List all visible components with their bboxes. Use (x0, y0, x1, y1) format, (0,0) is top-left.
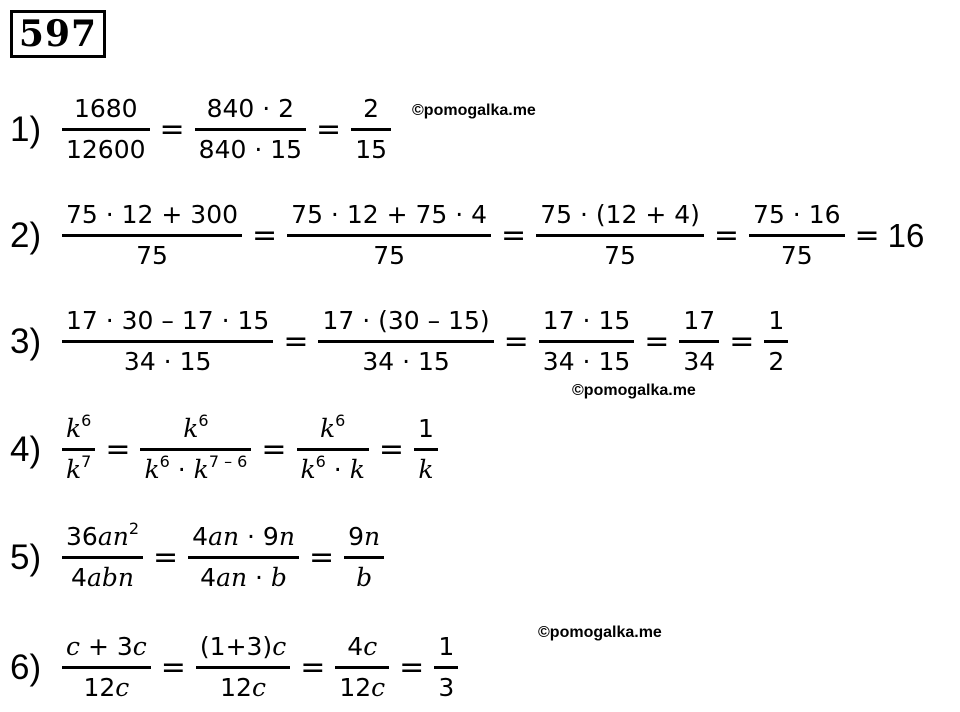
problem-2 (10, 200, 924, 271)
equals-sign: = (503, 324, 529, 359)
equals-sign: = (644, 324, 670, 359)
numerator: 1 (417, 414, 434, 443)
fraction (62, 94, 150, 165)
numerator: 75 · 16 (753, 200, 841, 229)
numerator: 2 (363, 94, 380, 123)
problem-6 (10, 632, 462, 703)
numerator: 1680 (73, 94, 138, 123)
problem-label: 3) (10, 321, 42, 361)
fraction (679, 306, 719, 377)
fraction (195, 94, 306, 165)
numerator: $k^6$ (66, 411, 92, 443)
fraction (539, 306, 634, 377)
denominator: 4an · b (200, 563, 287, 592)
fraction (62, 519, 143, 593)
numerator: $k^6$ (320, 411, 346, 443)
equals-sign: = (283, 324, 309, 359)
fraction (188, 522, 299, 593)
fraction (414, 414, 438, 485)
problem-label: 5) (10, 537, 42, 577)
fraction (62, 200, 242, 271)
numerator: 75 · 12 + 300 (66, 200, 239, 229)
fraction (749, 200, 844, 271)
fraction (318, 306, 493, 377)
denominator: 75 (373, 241, 406, 270)
equals-sign: = (153, 540, 179, 575)
fraction (62, 306, 273, 377)
equals-sign: = (105, 432, 131, 467)
denominator: 4abn (71, 563, 134, 592)
denominator: b (356, 563, 373, 592)
equals-sign: = (378, 432, 404, 467)
numerator: 4an · 9n (192, 522, 295, 551)
numerator: $k^6$ (183, 411, 209, 443)
fraction (335, 632, 389, 703)
problem-4 (10, 411, 442, 485)
numerator: c + 3c (66, 632, 147, 661)
numerator: 1 (768, 306, 785, 335)
numerator: 17 · 30 – 17 · 15 (66, 306, 270, 335)
denominator: 12600 (66, 135, 146, 164)
watermark: ©pomogalka.me (538, 624, 662, 641)
equals-sign: = (300, 650, 326, 685)
equals-sign: = (316, 112, 342, 147)
watermark: ©pomogalka.me (412, 102, 536, 119)
equals-sign: = (399, 650, 425, 685)
problem-label: 4) (10, 429, 42, 469)
problem-label: 2) (10, 215, 42, 255)
fraction (434, 632, 458, 703)
fraction (536, 200, 704, 271)
fraction (287, 200, 491, 271)
denominator: $k^7$ (66, 452, 92, 484)
equals-sign: = (854, 218, 880, 253)
equals-sign: = (729, 324, 755, 359)
equals-sign: = (252, 218, 278, 253)
numerator: 17 · (30 – 15) (322, 306, 490, 335)
denominator: 840 · 15 (198, 135, 303, 164)
denominator: 15 (355, 135, 387, 164)
denominator: $k^6 \cdot k^{7 - 6}$ (144, 452, 248, 484)
denominator: $k^6 \cdot k$ (300, 452, 365, 484)
fraction (62, 411, 95, 485)
numerator: 17 (683, 306, 716, 335)
fraction (764, 306, 788, 377)
fraction (62, 632, 151, 703)
equals-sign: = (261, 432, 287, 467)
numerator: 75 · 12 + 75 · 4 (291, 200, 488, 229)
numerator: 840 · 2 (206, 94, 295, 123)
denominator: 34 · 15 (123, 347, 212, 376)
exercise-number: 597 (10, 10, 106, 58)
denominator: 34 · 15 (362, 347, 450, 376)
numerator: 4c (347, 632, 378, 661)
denominator: 2 (768, 347, 785, 376)
denominator: 34 (683, 347, 716, 376)
numerator: 75 · (12 + 4) (540, 200, 700, 229)
equals-sign: = (159, 112, 185, 147)
fraction (344, 522, 384, 593)
numerator: 17 · 15 (542, 306, 631, 335)
denominator: 75 (136, 241, 168, 270)
fraction (140, 411, 251, 485)
denominator: 12c (83, 673, 130, 702)
denominator: 34 · 15 (542, 347, 631, 376)
equals-sign: = (501, 218, 527, 253)
fraction (351, 94, 391, 165)
result: 16 (887, 216, 925, 254)
equals-sign: = (308, 540, 335, 575)
problem-3 (10, 306, 792, 377)
fraction (196, 632, 290, 703)
fraction (297, 411, 369, 485)
numerator: (1+3)c (199, 632, 287, 661)
problem-1 (10, 94, 395, 165)
numerator: 1 (438, 632, 455, 661)
denominator: k (418, 455, 434, 484)
denominator: 12c (339, 673, 386, 702)
problem-5 (10, 519, 388, 593)
denominator: 75 (604, 241, 636, 270)
numerator: 9n (348, 522, 381, 551)
numerator: $36an^2$ (66, 519, 140, 551)
problem-label: 6) (10, 647, 42, 687)
denominator: 12c (220, 673, 266, 702)
equals-sign: = (713, 218, 740, 253)
watermark: ©pomogalka.me (572, 382, 696, 399)
equals-sign: = (160, 650, 186, 685)
denominator: 3 (438, 673, 455, 702)
problem-label: 1) (10, 109, 42, 149)
denominator: 75 (780, 241, 813, 270)
